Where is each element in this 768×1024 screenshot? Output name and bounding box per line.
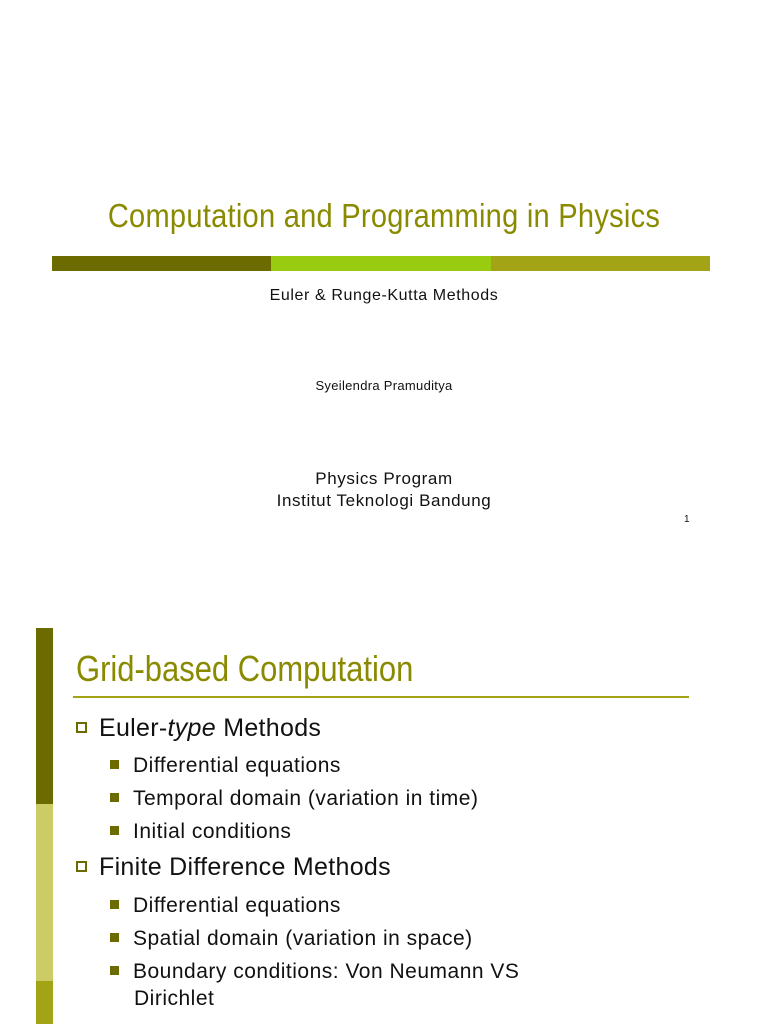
- sub-bullet-text: Differential equations: [133, 894, 341, 917]
- filled-square-bullet-icon: [110, 900, 119, 909]
- sub-bullet-text: Temporal domain (variation in time): [133, 787, 479, 810]
- page-number: 1: [684, 514, 690, 525]
- sidebar-segment-olive: [36, 981, 53, 1024]
- sub-bullet: [110, 960, 519, 984]
- filled-square-bullet-icon: [110, 966, 119, 975]
- bullet-text: Methods: [215, 714, 322, 742]
- filled-square-bullet-icon: [110, 760, 119, 769]
- filled-square-bullet-icon: [110, 933, 119, 942]
- sub-bullet-text: Spatial domain (variation in space): [133, 927, 473, 950]
- institution: Institut Teknologi Bandung: [276, 491, 492, 510]
- slide-title: Grid-based Computation: [76, 648, 414, 689]
- sub-bullet: [110, 754, 341, 778]
- slide-subtitle: Euler & Runge-Kutta Methods: [269, 287, 499, 304]
- sidebar-segment-dark: [36, 628, 53, 804]
- bullet-euler-methods: [76, 714, 321, 743]
- slide-title: Computation and Programming in Physics: [107, 197, 661, 234]
- content-slide: [0, 600, 768, 1024]
- bullet-finite-difference: [76, 853, 391, 882]
- sidebar-segment-pale: [36, 804, 53, 981]
- sidebar-color-bar: [36, 628, 53, 1024]
- sub-bullet: [110, 787, 478, 811]
- filled-square-bullet-icon: [110, 826, 119, 835]
- title-rule: [73, 696, 689, 698]
- hollow-square-bullet-icon: [76, 722, 87, 733]
- bar-segment-dark: [52, 256, 271, 271]
- department: Physics Program: [315, 469, 453, 488]
- affiliation: [0, 468, 768, 512]
- sub-bullet-text: Initial conditions: [133, 820, 292, 843]
- title-underline-bar: [52, 256, 710, 271]
- author-name: Syeilendra Pramuditya: [315, 378, 453, 393]
- sub-bullet-continuation: Dirichlet: [134, 987, 215, 1010]
- sub-bullet: [110, 820, 291, 844]
- bar-segment-lime: [271, 256, 490, 271]
- sub-bullet-text: Boundary conditions: Von Neumann VS: [133, 960, 520, 983]
- sub-bullet-text: Differential equations: [133, 754, 341, 777]
- hollow-square-bullet-icon: [76, 861, 87, 872]
- filled-square-bullet-icon: [110, 793, 119, 802]
- bar-segment-olive: [491, 256, 710, 271]
- sub-bullet: [110, 894, 341, 918]
- bullet-text: Finite Difference Methods: [99, 853, 391, 881]
- bullet-text: Euler-: [99, 714, 168, 742]
- bullet-emphasis: type: [167, 714, 216, 742]
- sub-bullet: [110, 927, 473, 951]
